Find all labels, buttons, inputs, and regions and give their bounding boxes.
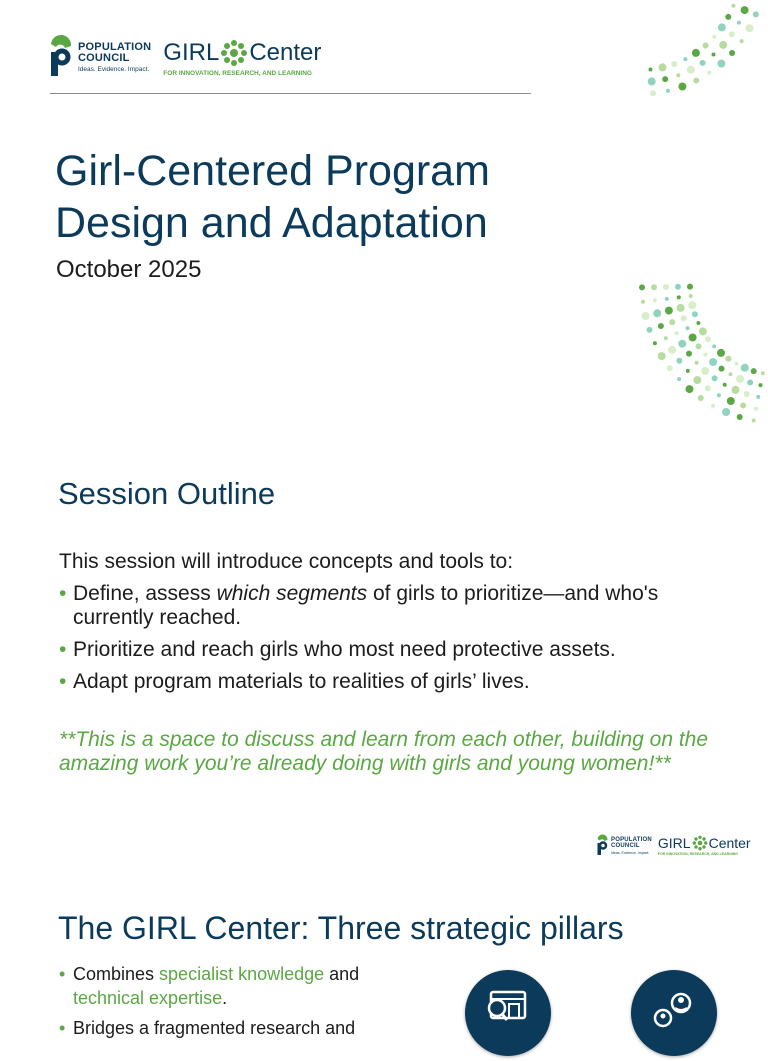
decorative-dot (671, 61, 677, 67)
decorative-dot (678, 340, 686, 348)
population-council-mark-icon (48, 36, 72, 80)
bullet-text: Combines (73, 964, 160, 984)
pillars-bullets (59, 962, 419, 1046)
decorative-dot (711, 404, 715, 408)
decorative-dot (683, 57, 687, 61)
decorative-dot (725, 356, 731, 362)
decorative-dot (653, 309, 661, 317)
decorative-dot (649, 68, 653, 72)
decorative-dot (686, 385, 694, 393)
decorative-dot (719, 41, 727, 49)
network-pillar-badge (631, 970, 717, 1056)
decorative-dot (719, 366, 725, 372)
decorative-dot (675, 284, 681, 290)
decorative-dot-pattern-bottom (640, 235, 768, 432)
decorative-dot (689, 334, 697, 342)
decorative-dot (712, 375, 718, 381)
list-item: • Bridges a fragmented research and (59, 1016, 419, 1040)
decorative-dot (664, 336, 668, 340)
decorative-dot (665, 307, 673, 315)
decorative-dot (703, 43, 709, 49)
decorative-dot (668, 346, 676, 354)
list-item (59, 582, 719, 630)
decorative-dot (700, 60, 706, 66)
decorative-dot (676, 358, 682, 364)
bullet-text: Define, assess (73, 582, 217, 605)
decorative-dot (731, 4, 735, 8)
decorative-dot (717, 393, 721, 397)
people-network-icon (631, 970, 717, 1056)
decorative-dot (747, 380, 753, 386)
decorative-dot (756, 395, 760, 399)
decorative-dot (686, 351, 692, 357)
decorative-dot (741, 6, 749, 14)
decorative-dot (712, 35, 716, 39)
bullet-highlight: specialist knowledge (159, 964, 325, 984)
decorative-dot (741, 364, 749, 372)
decorative-dot (699, 327, 707, 335)
decorative-dot (686, 326, 690, 330)
decorative-dot (729, 31, 735, 37)
decorative-dot (667, 365, 673, 371)
title-slide (0, 0, 768, 432)
pc-tagline: Ideas. Evidence. Impact. (611, 850, 650, 855)
population-council-mark-icon (596, 834, 608, 858)
bullet-text: and (324, 964, 360, 984)
girl-center-logo (163, 39, 321, 78)
bullet-text: of girls to prioritize—and who's currently reached. (73, 582, 659, 629)
decorative-dot (678, 83, 686, 91)
decorative-dot (712, 344, 716, 348)
girl-wordmark-right: Center (249, 38, 322, 66)
decorative-dot (687, 284, 693, 290)
decorative-dot (677, 304, 685, 312)
outline-bullets (59, 582, 719, 702)
decorative-dot (729, 50, 735, 56)
decorative-dot (692, 311, 698, 317)
decorative-dot (693, 78, 699, 84)
decorative-dot (744, 391, 750, 397)
decorative-dot (701, 367, 709, 375)
presentation-title (55, 145, 615, 249)
decorative-dot (729, 372, 733, 376)
decorative-dot (718, 23, 726, 31)
decorative-dot (712, 53, 716, 57)
decorative-dot (693, 376, 701, 384)
research-pillar-badge (465, 970, 551, 1056)
decorative-dot (688, 301, 696, 309)
decorative-dot (642, 312, 650, 320)
decorative-dot (722, 408, 730, 416)
list-item (59, 962, 419, 1010)
decorative-dot (761, 371, 765, 375)
girl-center-subtitle: FOR INNOVATION, RESEARCH, AND LEARNING (163, 69, 312, 77)
decorative-dot (717, 349, 725, 357)
decorative-dot (740, 403, 746, 409)
bullet-highlight: technical expertise (73, 988, 223, 1008)
girl-center-subtitle: FOR INNOVATION, RESEARCH, AND LEARNING (657, 852, 738, 857)
title-line-1: Girl-Centered Program (55, 147, 490, 195)
decorative-dot (686, 369, 690, 373)
decorative-dot (754, 407, 758, 411)
decorative-dot (669, 319, 675, 325)
slide-title: The GIRL Center: Three strategic pillars (58, 910, 624, 946)
pc-name-line1: POPULATION (78, 41, 152, 54)
decorative-dot (707, 71, 711, 75)
decorative-dot (696, 343, 702, 349)
decorative-dot (662, 76, 668, 82)
decorative-dot (736, 375, 744, 383)
bullet-emphasis: which segments (216, 582, 368, 605)
decorative-dot (705, 336, 711, 342)
decorative-dot (665, 297, 669, 301)
list-item: • Prioritize and reach girls who most need protective assets. (59, 638, 719, 662)
decorative-dot (751, 368, 757, 374)
decorative-dot (698, 395, 704, 401)
population-council-wordmark (611, 837, 652, 856)
decorative-dot (647, 327, 653, 333)
decorative-dot (659, 63, 667, 71)
decorative-dot (663, 284, 669, 290)
decorative-dot (732, 386, 740, 394)
decorative-dot (658, 323, 664, 329)
decorative-dot (734, 362, 738, 366)
pc-name-line1: POPULATION (611, 836, 652, 843)
pc-tagline: Ideas. Evidence. Impact. (78, 66, 150, 74)
decorative-dot (752, 419, 756, 423)
footer-logos (596, 834, 751, 858)
decorative-dot (687, 66, 695, 74)
population-council-wordmark (78, 42, 151, 74)
session-outline-slide (0, 432, 768, 864)
decorative-dot (740, 39, 744, 43)
decorative-dot (651, 284, 657, 290)
header-logos (48, 36, 321, 80)
decorative-dot (705, 385, 711, 391)
decorative-dot (641, 300, 645, 304)
decorative-dot (653, 298, 657, 302)
slide-title: Session Outline (58, 476, 276, 511)
decorative-dot (725, 14, 731, 20)
decorative-dot (689, 294, 693, 298)
decorative-dot (737, 414, 743, 420)
decorative-dot (639, 284, 645, 290)
decorative-dot (703, 353, 707, 357)
girl-wordmark-right: Center (708, 835, 751, 852)
decorative-dot (723, 383, 727, 387)
girl-wordmark-left: GIRL (163, 38, 220, 66)
discussion-note: **This is a space to discuss and learn from each other, building on the amazing work you’re already doing with girls and young women!** (59, 728, 709, 775)
research-magnifier-icon (465, 970, 551, 1056)
intro-text: This session will introduce concepts and tools to: (59, 550, 514, 573)
header-divider (50, 93, 531, 94)
bullet-text: . (222, 988, 228, 1008)
decorative-dot (681, 315, 687, 321)
decorative-dot (696, 321, 700, 325)
decorative-dot (677, 377, 681, 381)
decorative-dot (759, 383, 763, 387)
decorative-dot (753, 11, 759, 17)
girl-wordmark-left: GIRL (657, 835, 691, 852)
girl-center-flower-icon (220, 39, 248, 67)
decorative-dot (737, 21, 741, 25)
decorative-dot (727, 397, 735, 405)
decorative-dot (675, 331, 679, 335)
strategic-pillars-slide (0, 864, 768, 1038)
presentation-date: October 2025 (56, 256, 202, 283)
pc-name-line2: COUNCIL (611, 842, 640, 849)
title-line-2: Design and Adaptation (55, 199, 488, 247)
decorative-dot (676, 73, 680, 77)
decorative-dot (658, 352, 666, 360)
decorative-dot (709, 358, 717, 366)
decorative-dot (650, 90, 656, 96)
girl-center-logo (658, 835, 751, 857)
decorative-dot (692, 49, 700, 57)
decorative-dot-pattern-top (640, 0, 768, 170)
girl-center-flower-icon (692, 835, 708, 851)
decorative-dot (746, 24, 754, 32)
decorative-dot (666, 89, 670, 93)
pc-name-line2: COUNCIL (78, 52, 130, 65)
decorative-dot (653, 341, 657, 345)
decorative-dot (717, 60, 725, 68)
decorative-dot (695, 361, 699, 365)
list-item: • Adapt program materials to realities of girls’ lives. (59, 670, 719, 694)
decorative-dot (648, 77, 656, 85)
decorative-dot (677, 295, 681, 299)
